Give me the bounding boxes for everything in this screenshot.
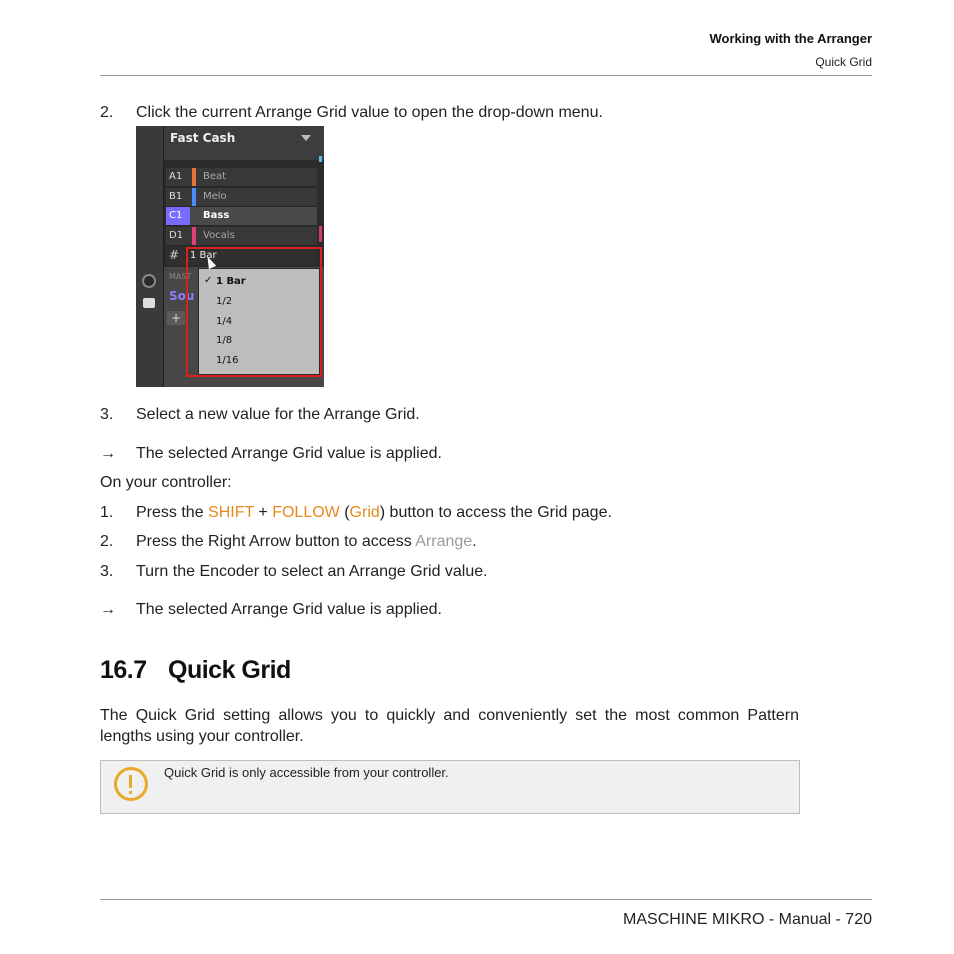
menu-item: 1/8 xyxy=(216,335,233,346)
note-box xyxy=(100,760,800,814)
row-color xyxy=(192,227,196,245)
step-number: 2. xyxy=(100,104,114,121)
chapter-title: Working with the Arranger xyxy=(709,31,872,46)
shift-key-label: SHIFT xyxy=(208,504,254,521)
pattern-row xyxy=(166,168,317,187)
step-text: Select a new value for the Arrange Grid. xyxy=(136,406,420,423)
step-text-part: . xyxy=(472,533,477,550)
footer-divider xyxy=(100,899,872,900)
menu-item: 1/4 xyxy=(216,316,233,327)
pattern-row xyxy=(166,227,317,246)
row-name: Vocals xyxy=(203,230,235,241)
grid-icon: # xyxy=(169,248,180,262)
step-text xyxy=(136,503,612,523)
grid-key-label: Grid xyxy=(349,504,380,521)
step-text-part: Press the xyxy=(136,504,209,521)
accent-mark xyxy=(319,226,322,242)
warning-icon xyxy=(114,767,148,801)
row-name: Bass xyxy=(203,210,230,221)
plug-icon xyxy=(143,298,155,308)
arrange-grid-screenshot xyxy=(136,126,324,387)
row-label: D1 xyxy=(169,230,184,241)
highlight-box xyxy=(186,247,322,377)
group-name: Fast Cash xyxy=(170,131,236,145)
step-number: 1. xyxy=(100,504,114,521)
body-paragraph: The Quick Grid setting allows you to quickly and conveniently set the most common Pattern lengths using your controller. xyxy=(100,707,799,745)
row-label: B1 xyxy=(169,191,183,202)
grid-value: 1 Bar xyxy=(190,250,217,261)
controller-intro: On your controller: xyxy=(100,474,232,491)
warning-icon-bar xyxy=(129,775,132,788)
result-text: The selected Arrange Grid value is applied. xyxy=(136,601,442,618)
step-number: 3. xyxy=(100,563,114,580)
pattern-row xyxy=(166,207,317,226)
menu-item: 1/16 xyxy=(216,355,239,366)
step-number: 3. xyxy=(100,406,114,423)
add-button: + xyxy=(167,311,185,325)
follow-key-label: FOLLOW xyxy=(272,504,340,521)
section-heading xyxy=(100,656,291,685)
knob-icon xyxy=(142,274,156,288)
arrange-page-label: Arrange xyxy=(415,533,473,550)
header-divider xyxy=(100,75,872,76)
row-color xyxy=(192,168,196,186)
result-arrow-icon: → xyxy=(100,601,116,618)
dropdown-arrow-icon xyxy=(301,135,311,141)
section-number: 16.7 xyxy=(100,656,147,684)
page-footer: MASCHINE MIKRO - Manual - 720 xyxy=(623,911,872,928)
section-subtitle: Quick Grid xyxy=(815,55,872,69)
step-text-part: ) button to access the Grid page. xyxy=(379,504,612,521)
step-text: Turn the Encoder to select an Arrange Grid value. xyxy=(136,563,488,580)
note-text: Quick Grid is only accessible from your controller. xyxy=(164,765,449,780)
sound-label: Sou xyxy=(169,289,195,303)
left-strip xyxy=(136,126,164,387)
master-label: MAST xyxy=(169,272,192,281)
menu-item: 1/2 xyxy=(216,296,233,307)
step-text: Click the current Arrange Grid value to open the drop-down menu. xyxy=(136,104,603,121)
step-text xyxy=(136,532,477,552)
warning-icon-dot xyxy=(129,791,132,794)
result-arrow-icon: → xyxy=(100,445,116,462)
row-color xyxy=(192,188,196,206)
pattern-row xyxy=(166,188,317,207)
row-label: A1 xyxy=(169,171,183,182)
step-text-part: ( xyxy=(339,504,350,521)
result-text: The selected Arrange Grid value is applied. xyxy=(136,445,442,462)
row-label: C1 xyxy=(166,207,190,225)
menu-item: 1 Bar xyxy=(216,276,246,287)
accent-mark xyxy=(319,156,322,162)
row-name: Beat xyxy=(203,171,227,182)
step-text-part: Press the Right Arrow button to access xyxy=(136,533,416,550)
section-title: Quick Grid xyxy=(168,656,291,684)
step-text-part: + xyxy=(253,504,273,521)
check-icon: ✓ xyxy=(204,275,213,286)
row-name: Melo xyxy=(203,191,227,202)
step-number: 2. xyxy=(100,533,114,550)
